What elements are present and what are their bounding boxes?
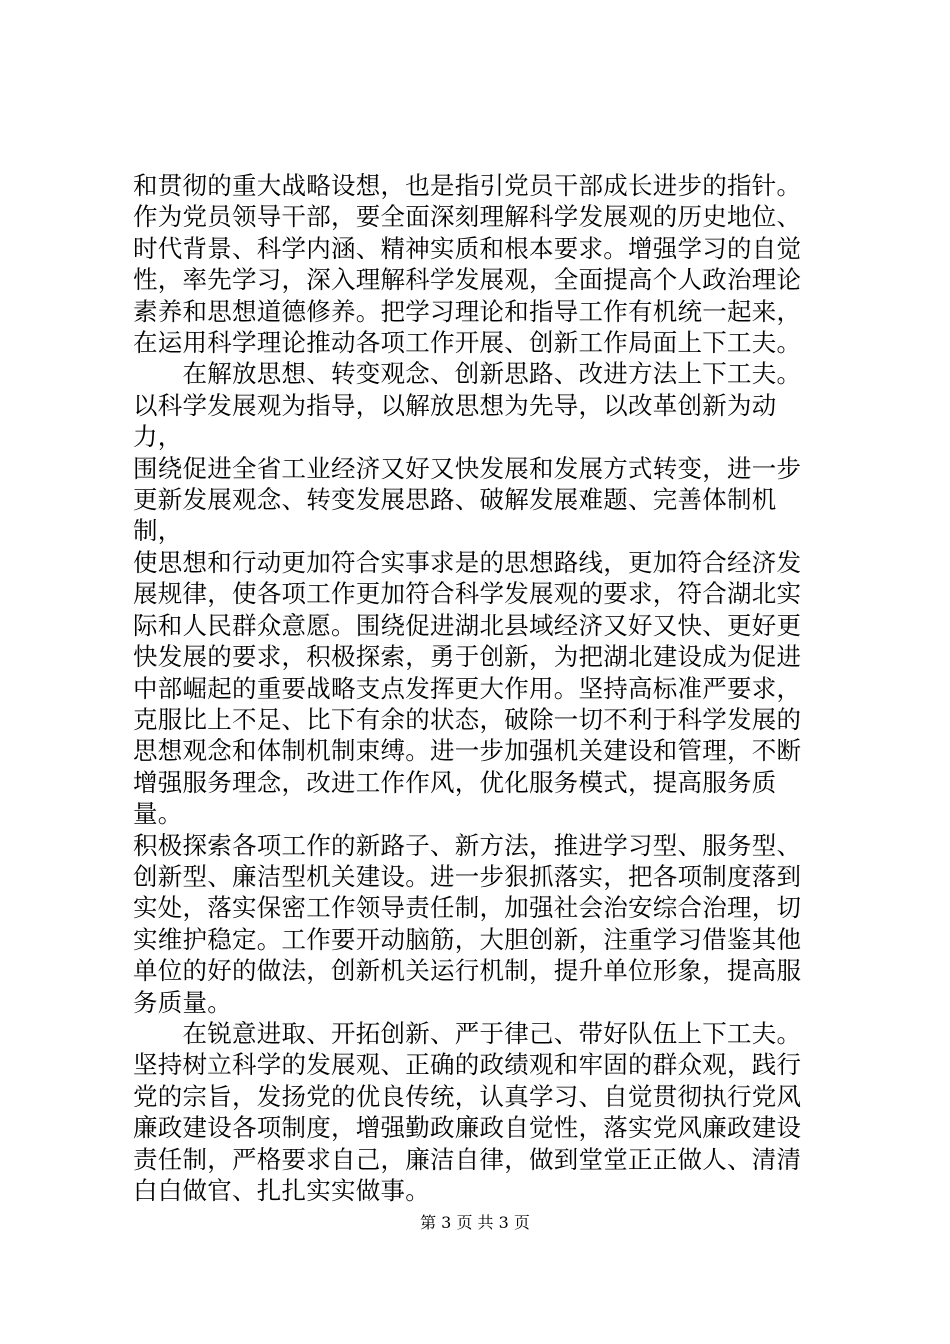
paragraph-1: 和贯彻的重大战略设想，也是指引党员干部成长进步的指针。 作为党员领导干部，要全面深刻理解科学发展观的历史地位、 时代背景、科学内涵、精神实质和根本要求。增强学习的自觉 性，率先学习，深入理解科学发展观，全面提高个人政治理论 素养和思想道德修养。把学习理论和指导工作有机统一起来， 在运用科学理论推动各项工作开展、创新工作局面上下工夫。 [133, 171, 802, 358]
paragraph-2: 在解放思想、转变观念、创新思路、改进方法上下工夫。 以科学发展观为指导，以解放思想为先导，以改革创新为动力， 围绕促进全省工业经济又好又快发展和发展方式转变，进一步 更新发展观念、转变发展思路、破解发展难题、完善体制机制， 使思想和行动更加符合实事求是的思想路线，更加符合经济发 展规律，使各项工作更加符合科学发展观的要求，符合湖北实 际和人民群众意愿。围绕促进湖北县域经济又好又快、更好更 快发展的要求，积极探索，勇于创新，为把湖北建设成为促进 中部崛起的重要战略支点发挥更大作用。坚持高标准严要求， 克服比上不足、比下有余的状态，破除一切不利于科学发展的 思想观念和体制机制束缚。进一步加强机关建设和管理，不断 增强服务理念，改进工作作风，优化服务模式，提高服务质量。 积极探索各项工作的新路子、新方法，推进学习型、服务型、 创新型、廉洁型机关建设。进一步狠抓落实，把各项制度落到 实处，落实保密工作领导责任制，加强社会治安综合治理，切 实维护稳定。工作要开动脑筋，大胆创新，注重学习借鉴其他 单位的好的做法，创新机关运行机制，提升单位形象，提高服 务质量。 [133, 359, 802, 1017]
document-body [133, 170, 823, 1206]
paragraph-3: 在锐意进取、开拓创新、严于律己、带好队伍上下工夫。 坚持树立科学的发展观、正确的政绩观和牢固的群众观，践行 党的宗旨，发扬党的优良传统，认真学习、自觉贯彻执行党风 廉政建设各项制度，增强勤政廉政自觉性，落实党风廉政建设 责任制，严格要求自己，廉洁自律，做到堂堂正正做人、清清 白白做官、扎扎实实做事。 [133, 1018, 802, 1205]
page-number: 第 3 页 共 3 页 [420, 1213, 530, 1232]
